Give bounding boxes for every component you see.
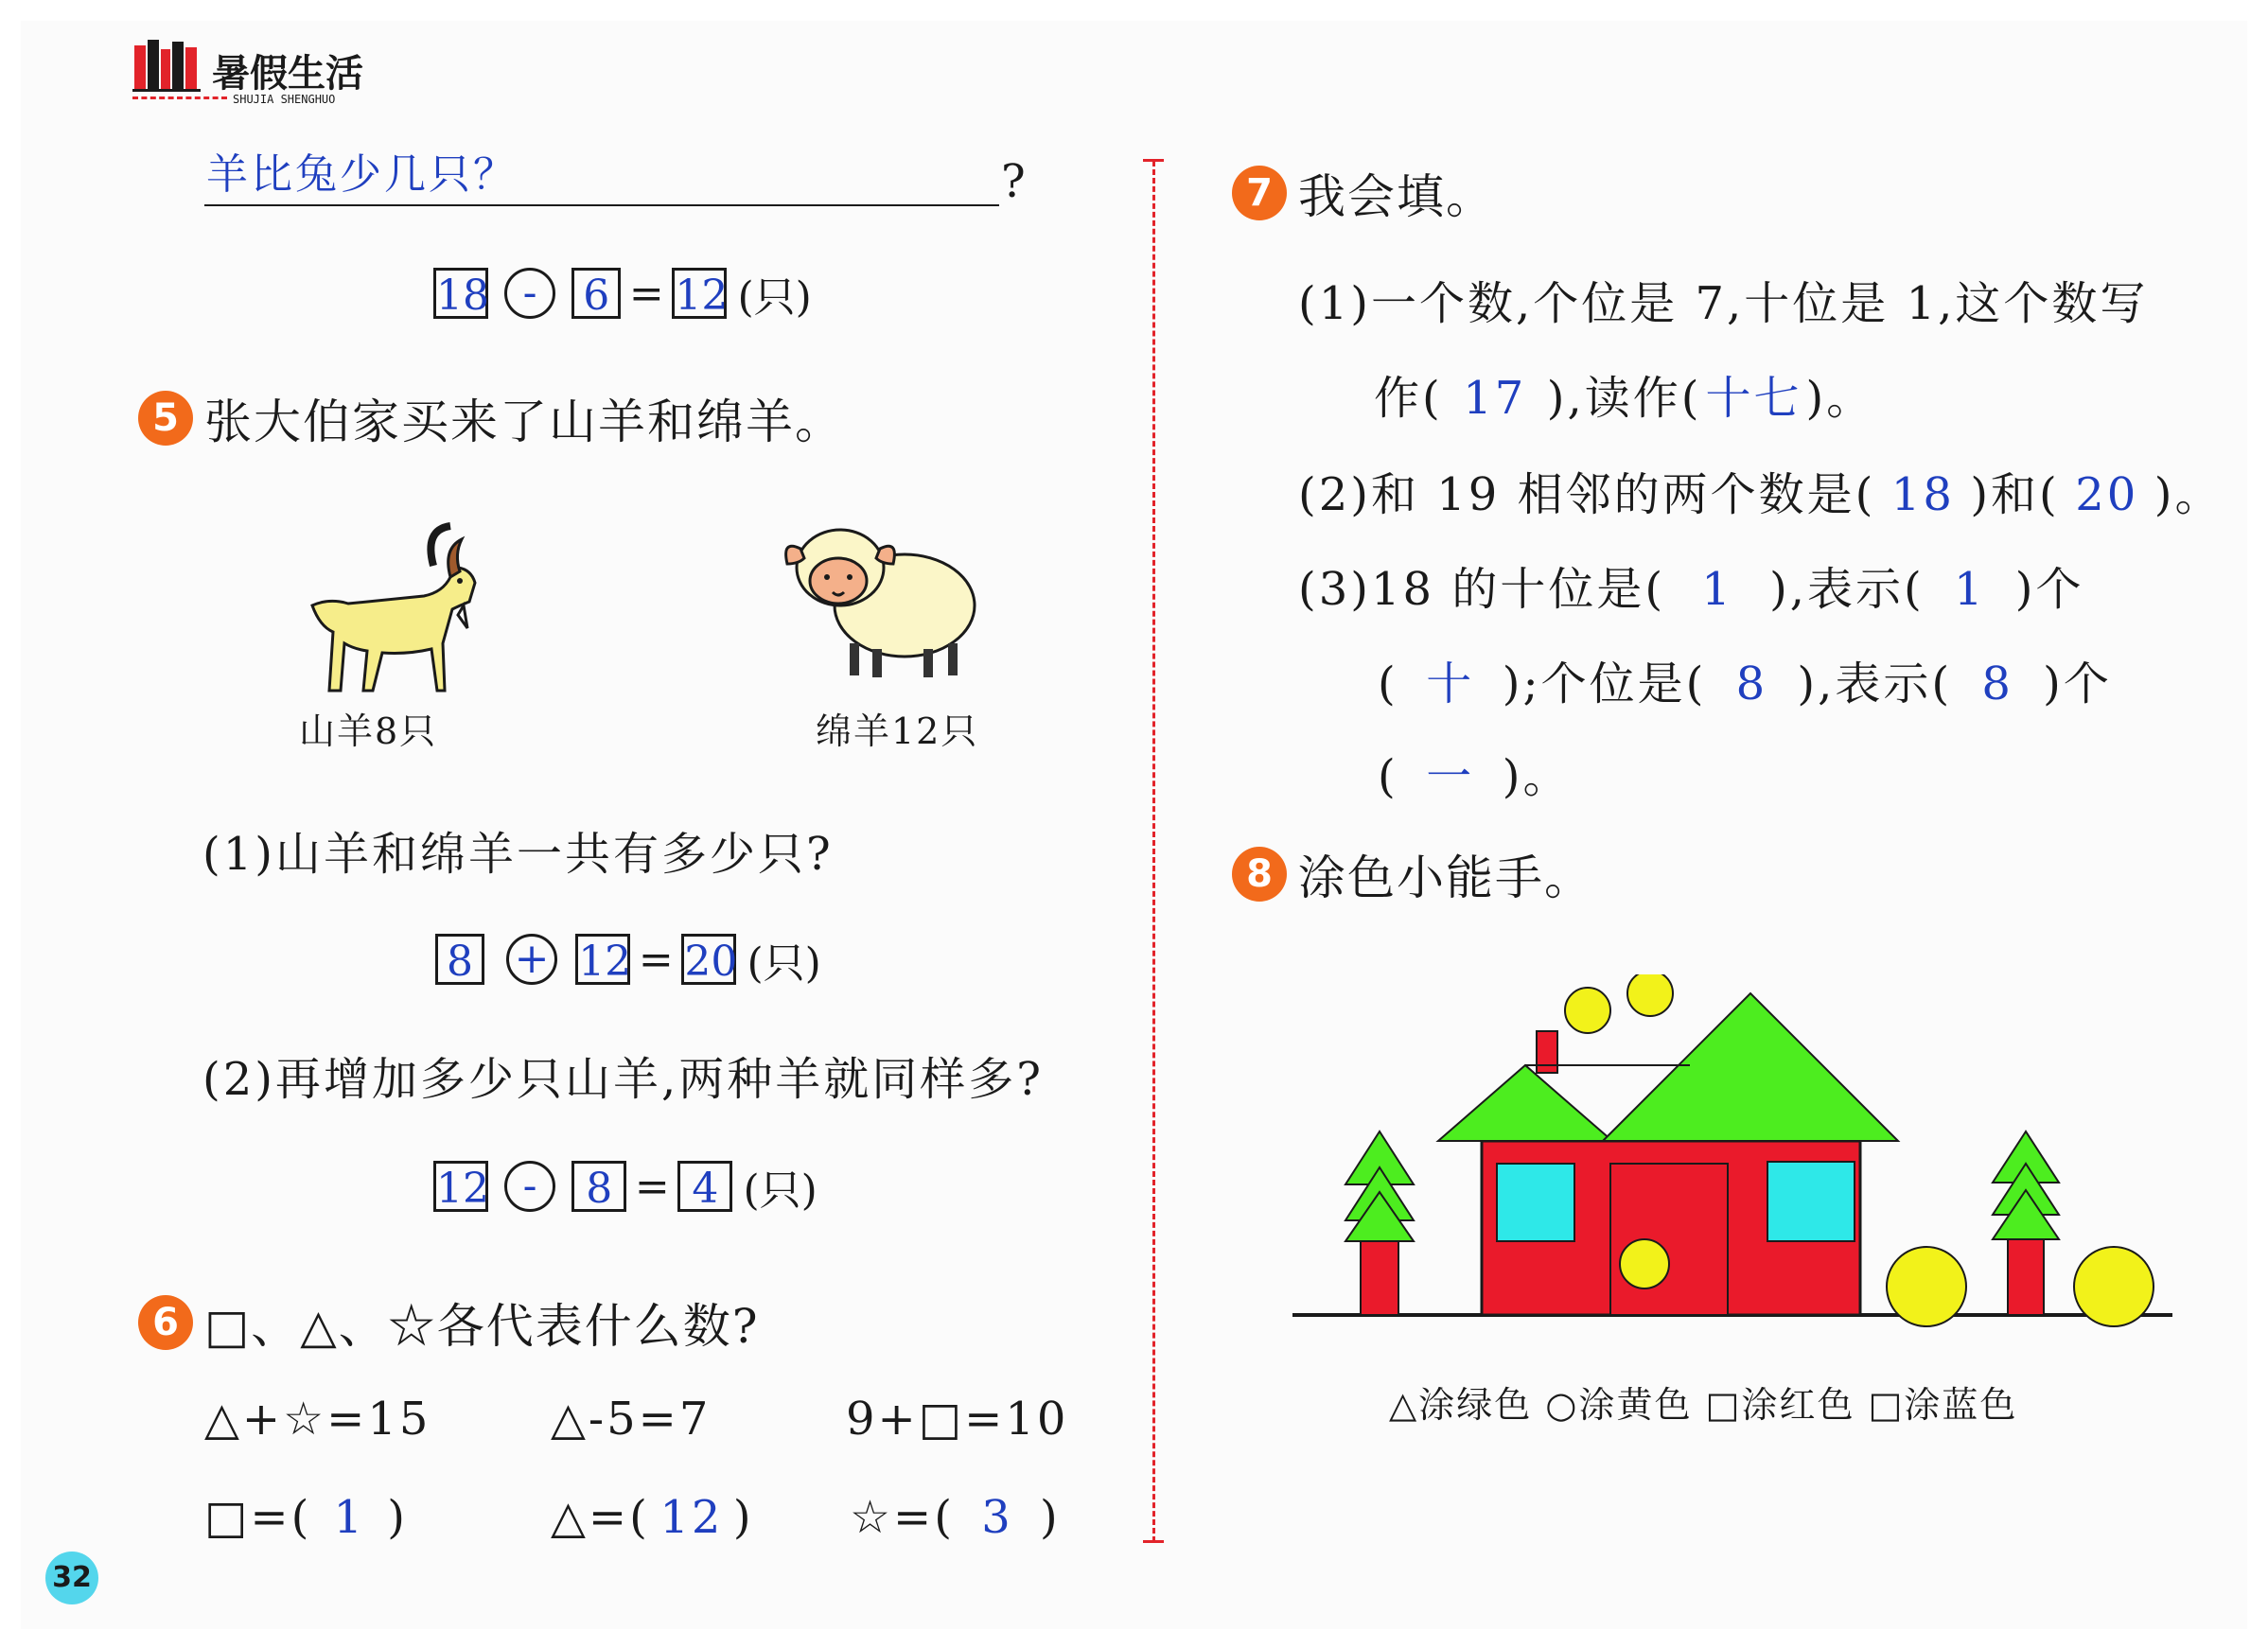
q7-part3-line3 bbox=[1378, 740, 1571, 805]
eq-unit: (只) bbox=[743, 1166, 818, 1215]
eq-operator-circle: - bbox=[504, 1161, 555, 1212]
q8-heading bbox=[1232, 840, 1593, 908]
house-coloring-illustration bbox=[1292, 974, 2172, 1334]
q5-part2-text: (2)再增加多少只山羊,两种羊就同样多? bbox=[202, 1053, 1044, 1106]
q6-equation-3: 9+□=10 bbox=[846, 1393, 1069, 1446]
divider-bottom-cap bbox=[1143, 1540, 1164, 1543]
divider-top-cap bbox=[1143, 159, 1164, 162]
answer-value: 17 bbox=[1463, 372, 1527, 425]
answer-value: 1 bbox=[333, 1491, 366, 1544]
answer-value: 18 bbox=[1890, 468, 1955, 521]
q5-part1-text: (1)山羊和绵羊一共有多少只? bbox=[202, 828, 834, 881]
q6-answer-square bbox=[204, 1491, 408, 1544]
answer-close: ) bbox=[1039, 1491, 1061, 1544]
header-title: 暑假生活 bbox=[212, 52, 363, 96]
q6-answer-triangle bbox=[551, 1491, 754, 1544]
answer-value: 8 bbox=[1735, 657, 1768, 710]
eq-box: 12 bbox=[672, 268, 727, 319]
eq-operator-circle: + bbox=[506, 934, 557, 985]
answer-label: □=( bbox=[204, 1491, 312, 1544]
q8-title: 涂色小能手。 bbox=[1298, 850, 1593, 905]
q5-part2-equation bbox=[433, 1156, 818, 1217]
text: (2)和 19 相邻的两个数是( bbox=[1298, 468, 1876, 521]
answer-close: ) bbox=[732, 1491, 754, 1544]
q6-number-badge: 6 bbox=[138, 1295, 193, 1350]
text: )个 bbox=[2014, 563, 2084, 616]
q4-equation bbox=[433, 263, 812, 324]
q5-part1-equation bbox=[435, 929, 821, 990]
q7-number-badge: 7 bbox=[1232, 166, 1287, 220]
header-subtitle: SHUJIA SHENGHUO bbox=[233, 93, 336, 106]
q7-part3-line1 bbox=[1298, 552, 2084, 618]
page-number-badge bbox=[45, 1552, 98, 1604]
answer-close: ) bbox=[387, 1491, 409, 1544]
sheep-caption: 绵羊12只 bbox=[816, 710, 979, 752]
eq-sign: = bbox=[634, 1162, 670, 1211]
eq-box: 12 bbox=[433, 1161, 488, 1212]
eq-box: 4 bbox=[677, 1161, 732, 1212]
q6-equation-2: △-5=7 bbox=[551, 1393, 712, 1446]
answer-label: ☆=( bbox=[850, 1491, 955, 1544]
q6-heading bbox=[138, 1289, 760, 1357]
answer-value: 8 bbox=[1981, 657, 2013, 710]
text: ( bbox=[1378, 657, 1398, 710]
goat-illustration bbox=[291, 511, 481, 700]
answer-label: △=( bbox=[551, 1491, 650, 1544]
text: ( bbox=[1378, 750, 1398, 803]
text: );个位是( bbox=[1502, 657, 1707, 710]
eq-box: 12 bbox=[575, 934, 630, 985]
q8-number-badge: 8 bbox=[1232, 847, 1287, 902]
eq-box: 8 bbox=[571, 1161, 626, 1212]
eq-unit: (只) bbox=[747, 939, 821, 988]
q6-answer-star bbox=[850, 1491, 1061, 1544]
text: (3)18 的十位是( bbox=[1298, 563, 1666, 616]
q4-question-mark: ? bbox=[1001, 155, 1029, 208]
q5-heading bbox=[138, 384, 844, 452]
q5-number-badge: 5 bbox=[138, 391, 193, 446]
q6-equation-1: △+☆=15 bbox=[204, 1393, 431, 1446]
q7-heading bbox=[1232, 159, 1495, 227]
eq-box: 18 bbox=[433, 268, 488, 319]
eq-sign: = bbox=[628, 269, 664, 318]
header-dashes bbox=[132, 96, 227, 99]
answer-value: 1 bbox=[1701, 563, 1733, 616]
q7-title: 我会填。 bbox=[1298, 169, 1495, 224]
answer-value: 20 bbox=[2075, 468, 2139, 521]
answer-value: 1 bbox=[1954, 563, 1986, 616]
page-number: 32 bbox=[52, 1561, 92, 1594]
answer-value: 十七 bbox=[1705, 372, 1802, 425]
eq-box: 6 bbox=[571, 268, 621, 319]
text: )和( bbox=[1970, 468, 2060, 521]
text: ),表示( bbox=[1769, 563, 1925, 616]
books-icon bbox=[132, 38, 208, 93]
text: )。 bbox=[1805, 372, 1875, 425]
q8-color-legend: △涂绿色 ○涂黄色 □涂红色 □涂蓝色 bbox=[1389, 1384, 2018, 1426]
header-logo bbox=[132, 38, 208, 96]
text: )。 bbox=[2154, 468, 2224, 521]
q7-part1-line2 bbox=[1374, 361, 1874, 427]
eq-box: 20 bbox=[681, 934, 736, 985]
answer-value: 12 bbox=[659, 1491, 724, 1544]
q4-answer-line bbox=[204, 204, 999, 206]
q6-title: □、△、☆各代表什么数? bbox=[204, 1299, 760, 1354]
text: 作( bbox=[1374, 372, 1443, 425]
q4-prompt: 羊比兔少几只？ bbox=[206, 150, 518, 199]
text: )。 bbox=[1502, 750, 1572, 803]
text: )个 bbox=[2043, 657, 2112, 710]
eq-operator-circle: - bbox=[504, 268, 555, 319]
eq-box: 8 bbox=[435, 934, 484, 985]
text: ),读作( bbox=[1546, 372, 1702, 425]
goat-caption: 山羊8只 bbox=[299, 710, 438, 752]
q7-part3-line2 bbox=[1378, 647, 2112, 712]
eq-sign: = bbox=[638, 935, 674, 984]
answer-value: 3 bbox=[981, 1491, 1013, 1544]
text: ),表示( bbox=[1797, 657, 1953, 710]
answer-value: 一 bbox=[1426, 750, 1475, 803]
column-divider bbox=[1152, 161, 1155, 1542]
sheep-illustration bbox=[782, 511, 980, 681]
eq-unit: (只) bbox=[737, 273, 812, 322]
tree-trunk-left bbox=[1361, 1237, 1398, 1315]
q7-part2 bbox=[1298, 458, 2224, 523]
q5-title: 张大伯家买来了山羊和绵羊。 bbox=[204, 394, 844, 449]
q7-part1-line1: (1)一个数,个位是 7,十位是 1,这个数写 bbox=[1298, 277, 2149, 330]
answer-value: 十 bbox=[1426, 657, 1475, 710]
